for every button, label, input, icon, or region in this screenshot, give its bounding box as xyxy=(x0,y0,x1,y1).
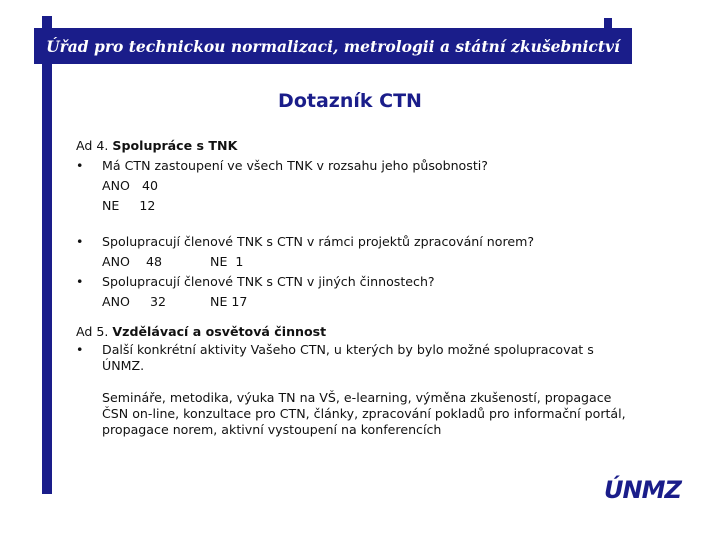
answer-no: NE 12 xyxy=(102,198,156,213)
bullet-icon: • xyxy=(76,342,84,357)
answer-values: ANO 32 NE 17 xyxy=(102,294,248,309)
list-item xyxy=(76,232,636,272)
answer-values: ANO 48 NE 1 xyxy=(102,254,244,269)
section-5-prefix: Ad 5. xyxy=(76,324,113,339)
unmz-logo: ÚNMZ xyxy=(604,476,681,504)
bullet-icon: • xyxy=(76,234,84,249)
section-4-heading xyxy=(76,136,636,156)
list-item xyxy=(76,342,636,374)
left-accent-bar xyxy=(42,16,52,494)
question-text: Další konkrétní aktivity Vašeho CTN, u kterých by bylo možné spolupracovat s ÚNMZ. xyxy=(102,342,594,373)
bullet-icon: • xyxy=(76,274,84,289)
answer-block xyxy=(76,390,636,438)
slide-content xyxy=(76,136,636,438)
question-text: Spolupracují členové TNK s CTN v rámci projektů zpracování norem? xyxy=(102,234,535,249)
question-text: Má CTN zastoupení ve všech TNK v rozsahu jeho působnosti? xyxy=(102,158,488,173)
section-4-prefix: Ad 4. xyxy=(76,138,113,153)
header-title: Úřad pro technickou normalizaci, metrologii a státní zkušebnictví xyxy=(46,37,620,56)
bullet-icon: • xyxy=(76,158,84,173)
slide-title: Dotazník CTN xyxy=(278,90,422,112)
question-text: Spolupracují členové TNK s CTN v jiných činnostech? xyxy=(102,274,435,289)
section-5-title: Vzdělávací a osvětová činnost xyxy=(112,324,327,339)
header-banner xyxy=(34,28,632,64)
section-4-title: Spolupráce s TNK xyxy=(112,138,238,153)
answer-text: Semináře, metodika, výuka TN na VŠ, e-learning, výměna zkušeností, propagace ČSN on-line, konzultace pro CTN, články, zpracování pokladů pro informační portál, propagace norem, aktivní vystoupení na konferencích xyxy=(102,390,626,437)
section-5-heading xyxy=(76,322,636,342)
list-item xyxy=(76,156,636,216)
list-item xyxy=(76,272,636,312)
answer-yes: ANO 40 xyxy=(102,178,158,193)
